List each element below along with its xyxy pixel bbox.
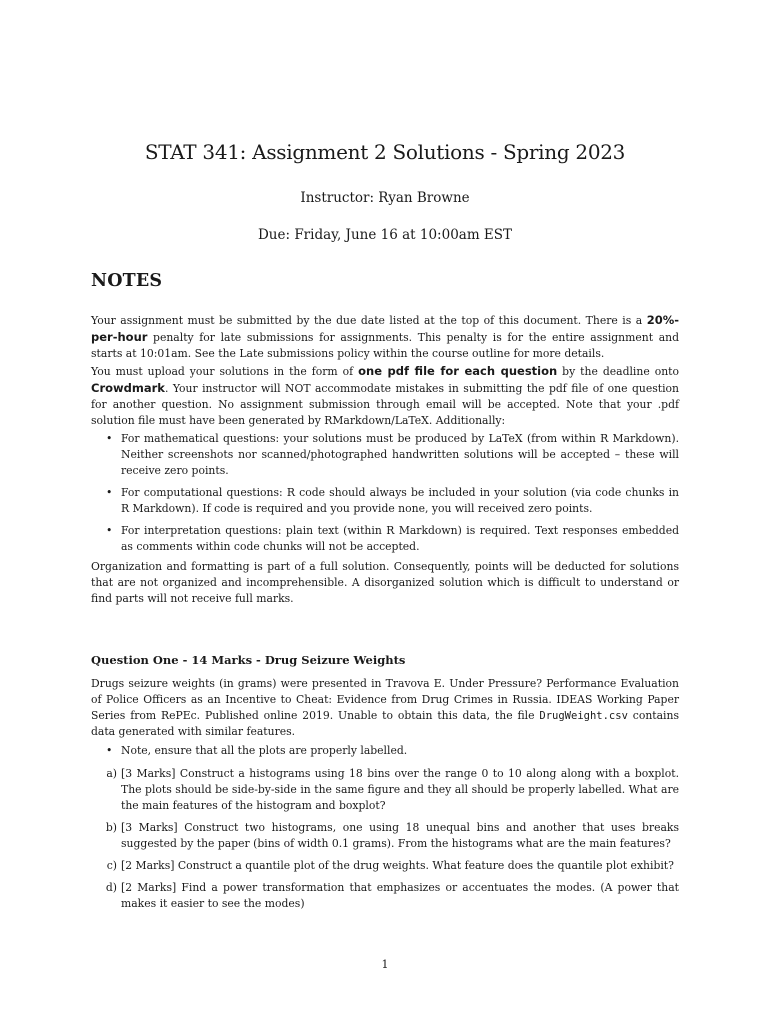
list-item: [91, 523, 679, 555]
question-notes-list: [91, 743, 679, 765]
part-text: [2 Marks] Find a power transformation that emphasizes or accentuates the modes. (A power that makes it easier to see the modes): [121, 881, 679, 910]
instructor-line: Instructor: Ryan Browne: [300, 190, 470, 206]
page-number: 1: [381, 958, 389, 971]
due-date-line: Due: Friday, June 16 at 10:00am EST: [257, 227, 513, 243]
bullet-icon: •: [106, 432, 113, 445]
question-part-b: [91, 820, 679, 852]
question-part-c: [91, 858, 679, 874]
organization-paragraph: Organization and formatting is part of a full solution. Consequently, points will be deducted for solutions that are not organized and incomprehensible. A disorganized solution which is difficult to understand or find parts will not receive full marks.: [91, 560, 679, 605]
list-item: [91, 743, 679, 759]
bullet-icon: •: [106, 744, 113, 757]
late-penalty-emphasis: 20%-per-hour: [91, 313, 679, 344]
question-part-d: [91, 880, 679, 912]
part-label: b): [105, 821, 117, 834]
submission-paragraph: [91, 363, 679, 429]
data-file-name: DrugWeight.csv: [539, 710, 628, 722]
requirement-computational: For computational questions: R code should always be included in your solution (via code chunks in R Markdown). If code is required and you provide none, you will received zero points.: [121, 486, 679, 515]
question-part-a: [91, 766, 679, 814]
part-text: [3 Marks] Construct a histograms using 18 bins over the range 0 to 10 along along with a boxplot. The plots should be side-by-side in the same figure and they all should be properly labelled. What are the main features of the histogram and boxplot?: [121, 767, 679, 812]
document-page: [91, 0, 679, 1024]
question-one-heading: Question One - 14 Marks - Drug Seizure Weights: [91, 653, 406, 667]
submission-text-mid: by the deadline onto: [557, 365, 679, 378]
one-pdf-emphasis: one pdf file for each question: [358, 364, 558, 378]
submission-text-start: You must upload your solutions in the form of: [91, 365, 359, 378]
late-policy-text-end: penalty for late submissions for assignments. This penalty is for the entire assignment and starts at 10:01am. See the Late submissions policy within the course outline for more details.: [91, 331, 679, 360]
requirement-math: For mathematical questions: your solutions must be produced by LaTeX (from within R Markdown). Neither screenshots nor scanned/photographed handwritten solutions will be accepted – these will receive zero points.: [121, 432, 679, 477]
requirement-interpretation: For interpretation questions: plain text (within R Markdown) is required. Text responses embedded as comments within code chunks will not be accepted.: [121, 524, 679, 553]
part-label: c): [106, 859, 117, 872]
requirements-list: [91, 431, 679, 561]
question-parts-list: [91, 766, 679, 918]
bullet-icon: •: [106, 486, 113, 499]
bullet-icon: •: [106, 524, 113, 537]
part-text: [2 Marks] Construct a quantile plot of the drug weights. What feature does the quantile plot exhibit?: [121, 859, 674, 872]
notes-heading: NOTES: [91, 271, 163, 291]
part-text: [3 Marks] Construct two histograms, one using 18 unequal bins and another that uses breaks suggested by the paper (bins of width 0.1 grams). From the histograms what are the main features?: [121, 821, 679, 850]
submission-text-end: . Your instructor will NOT accommodate mistakes in submitting the pdf file of one question for another question. No assignment submission through email will be accepted. Note that your .pdf solution file must have been generated by RMarkdown/LaTeX. Additionally:: [91, 382, 679, 427]
question-one-intro: [91, 676, 679, 740]
list-item: [91, 431, 679, 479]
part-label: a): [106, 767, 117, 780]
intro-text-start: Drugs seizure weights (in grams) were presented in Travova E. Under Pressure? Performance Evaluation of Police Officers as an Incentive to Cheat: Evidence from Drug Crimes in Russia. IDEAS Working Paper Series from RePEc. Published online 2019. Unable to obtain this data, the file: [91, 677, 679, 722]
intro-text-end: contains data generated with similar features.: [91, 709, 680, 738]
crowdmark-emphasis: Crowdmark: [91, 381, 165, 395]
plot-label-note: Note, ensure that all the plots are properly labelled.: [121, 744, 408, 757]
document-title: STAT 341: Assignment 2 Solutions - Spring 2023: [144, 140, 626, 164]
list-item: [91, 485, 679, 517]
part-label: d): [105, 881, 117, 894]
late-policy-text-start: Your assignment must be submitted by the due date listed at the top of this document. There is a: [91, 314, 647, 327]
late-policy-paragraph: [91, 312, 679, 362]
